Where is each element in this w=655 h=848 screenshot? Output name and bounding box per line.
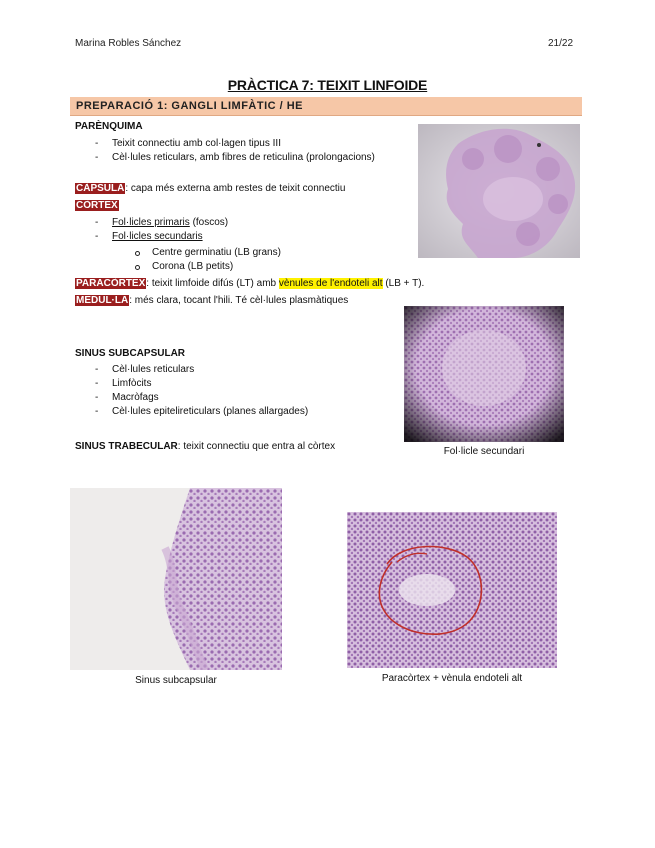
list-item: - Cèl·lules reticulars [75,363,375,377]
list-item: - Cèl·lules reticulars, amb fibres de reticulina (prolongacions) [75,151,405,165]
paracortex-line [75,277,424,291]
sinus-trabecular-heading: SINUS TRABECULAR [75,441,178,452]
paracortex-tag: PARACÒRTEX [76,278,146,289]
list-item: Centre germinatiu (LB grans) [75,246,395,260]
list-item: - Macròfags [75,391,375,405]
list-item: - Cèl·lules epitelireticulars (planes allargades) [75,405,375,419]
caption-sinus-subcapsular: Sinus subcapsular [135,675,217,686]
list-item: - Teixit connectiu amb col·lagen tipus III [75,137,405,151]
section-band-label: PREPARACIÓ 1: GANGLI LIMFÀTIC / HE [76,100,304,112]
section-band [70,97,582,116]
sinus-trabecular-text: : teixit connectiu que entra al còrtex [177,441,336,452]
sinus-subcapsular-micrograph [70,488,282,670]
capsula-tag: CÀPSULA [76,183,125,194]
cortex-list [75,216,395,244]
capsula-text: : capa més externa amb restes de teixit connectiu [125,183,346,194]
list-item [75,230,395,244]
caption-paracortex: Paracòrtex + vènula endoteli alt [381,673,523,684]
list-item-rest: (foscos) [189,217,229,228]
foliicles-primaris-label: Fol·licles primaris [112,217,190,228]
paracortex-text: : teixit limfoide difús (LT) amb [146,278,279,289]
medulla-text: : més clara, tocant l'hili. Té cèl·lules plasmàtiques [129,295,349,306]
page-number: 21/22 [548,38,574,49]
cortex-sublist [75,246,395,274]
list-item [75,216,395,230]
list-item: - Limfòcits [75,377,375,391]
cortex-tag: CÒRTEX [76,200,118,211]
author-name: Marina Robles Sánchez [75,38,182,49]
parenquima-heading: PARÈNQUIMA [75,121,143,132]
medulla-tag: MEDUL·LA [76,295,129,306]
paracortex-micrograph [347,512,557,668]
sinus-trabecular-line [75,440,335,454]
parenquima-list [75,137,405,165]
paracortex-text-after: (LB + T). [382,278,425,289]
capsula-line [75,182,345,196]
sinus-subcapsular-heading: SINUS SUBCAPSULAR [75,348,186,359]
sinus-subcapsular-list [75,363,375,419]
lymph-node-micrograph [418,124,580,258]
secondary-follicle-micrograph [404,306,564,442]
caption-secondary-follicle: Fol·licle secundari [443,446,525,457]
foliicles-secundaris-label: Fol·licles secundaris [112,231,203,242]
page-title: PRÀCTICA 7: TEIXIT LINFOIDE [227,77,428,93]
list-item: Corona (LB petits) [75,260,395,274]
medulla-line [75,294,348,308]
paracortex-highlight: vènules de l'endoteli alt [278,278,383,289]
cortex-line [75,199,119,213]
